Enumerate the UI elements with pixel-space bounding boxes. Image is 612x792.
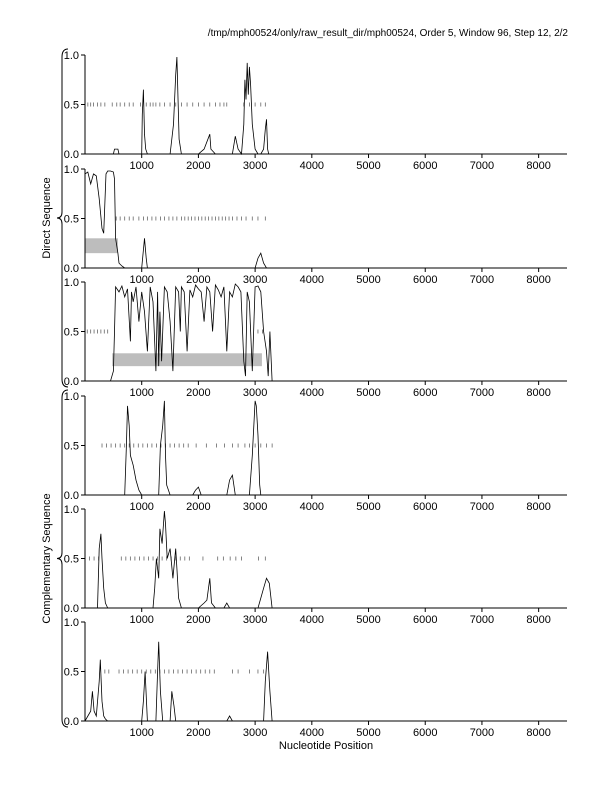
series-line — [85, 57, 567, 154]
marker-row — [116, 217, 265, 221]
header-text: /tmp/mph00524/only/raw_result_dir/mph00524, Order 5, Window 96, Step 12, 2/2 — [207, 28, 568, 39]
x-tick-label: 6000 — [412, 501, 438, 513]
x-tick-label: 2000 — [186, 614, 211, 626]
x-tick-label: 1000 — [129, 614, 154, 626]
marker-row — [102, 444, 272, 448]
x-tick-label: 6000 — [412, 160, 438, 172]
marker-row — [88, 103, 265, 107]
x-tick-label: 2000 — [186, 727, 211, 739]
panel-6 — [64, 617, 567, 739]
y-tick-label: 1.0 — [63, 391, 79, 403]
x-tick-label: 3000 — [242, 274, 268, 286]
panel-5 — [64, 504, 567, 626]
panel-3 — [64, 277, 567, 399]
x-tick-label: 4000 — [299, 501, 325, 513]
y-tick-label: 0.0 — [63, 490, 79, 502]
x-axis-title: Nucleotide Position — [278, 740, 374, 752]
panel-1 — [64, 50, 567, 172]
marker-row — [87, 330, 262, 334]
y-tick-label: 0.5 — [63, 440, 79, 453]
y-tick-label: 0.5 — [63, 666, 79, 679]
x-tick-label: 5000 — [356, 727, 381, 739]
x-tick-label: 1000 — [129, 387, 154, 399]
x-tick-label: 5000 — [356, 160, 381, 172]
y-tick-label: 0.0 — [63, 263, 79, 275]
series-line — [85, 642, 567, 721]
y-tick-label: 0.0 — [63, 149, 79, 161]
x-tick-label: 4000 — [299, 727, 325, 739]
x-tick-label: 4000 — [299, 160, 325, 172]
x-tick-label: 5000 — [356, 501, 381, 513]
x-tick-label: 5000 — [356, 387, 381, 399]
x-tick-label: 4000 — [299, 614, 325, 626]
x-tick-label: 7000 — [469, 727, 495, 739]
x-tick-label: 6000 — [412, 727, 438, 739]
series-line — [85, 401, 567, 495]
panel-4 — [64, 391, 567, 513]
x-tick-label: 5000 — [356, 614, 381, 626]
x-tick-label: 2000 — [186, 501, 211, 513]
marker-row — [105, 670, 264, 674]
y-tick-label: 1.0 — [63, 164, 79, 176]
x-tick-label: 1000 — [129, 274, 154, 286]
x-tick-label: 2000 — [186, 160, 211, 172]
x-tick-label: 5000 — [356, 274, 381, 286]
x-tick-label: 8000 — [526, 501, 551, 513]
x-tick-label: 2000 — [186, 274, 211, 286]
series-line — [85, 171, 567, 268]
x-tick-label: 6000 — [412, 614, 438, 626]
highlight-band — [85, 238, 118, 253]
panels — [64, 50, 567, 739]
x-tick-label: 7000 — [469, 614, 495, 626]
x-tick-label: 3000 — [242, 614, 268, 626]
x-tick-label: 8000 — [526, 727, 551, 739]
y-tick-label: 0.5 — [63, 213, 79, 226]
highlight-band — [112, 353, 262, 366]
y-tick-label: 0.5 — [63, 99, 79, 112]
x-tick-label: 3000 — [242, 387, 268, 399]
y-tick-label: 1.0 — [63, 277, 79, 289]
y-tick-label: 0.0 — [63, 603, 79, 615]
x-tick-label: 8000 — [526, 614, 551, 626]
group-label: Complementary Sequence — [41, 493, 53, 624]
x-tick-label: 8000 — [526, 160, 551, 172]
panel-2 — [64, 164, 567, 286]
x-tick-label: 4000 — [299, 387, 325, 399]
y-tick-label: 0.0 — [63, 716, 79, 728]
x-tick-label: 3000 — [242, 160, 268, 172]
y-tick-label: 1.0 — [63, 504, 79, 516]
x-tick-label: 4000 — [299, 274, 325, 286]
x-tick-label: 1000 — [129, 160, 154, 172]
x-tick-label: 1000 — [129, 727, 154, 739]
y-tick-label: 1.0 — [63, 50, 79, 62]
x-tick-label: 3000 — [242, 501, 268, 513]
y-tick-label: 0.5 — [63, 553, 79, 566]
x-tick-label: 3000 — [242, 727, 268, 739]
x-tick-label: 2000 — [186, 387, 211, 399]
x-tick-label: 7000 — [469, 160, 495, 172]
x-tick-label: 7000 — [469, 387, 495, 399]
x-tick-label: 7000 — [469, 501, 495, 513]
series-line — [85, 284, 567, 381]
y-tick-label: 1.0 — [63, 617, 79, 629]
x-tick-label: 8000 — [526, 274, 551, 286]
x-tick-label: 6000 — [412, 387, 438, 399]
x-tick-label: 8000 — [526, 387, 551, 399]
y-tick-label: 0.0 — [63, 376, 79, 388]
y-tick-label: 0.5 — [63, 326, 79, 339]
x-tick-label: 6000 — [412, 274, 438, 286]
x-tick-label: 1000 — [129, 501, 154, 513]
group-label: Direct Sequence — [41, 177, 53, 259]
marker-row — [90, 557, 266, 561]
x-tick-label: 7000 — [469, 274, 495, 286]
